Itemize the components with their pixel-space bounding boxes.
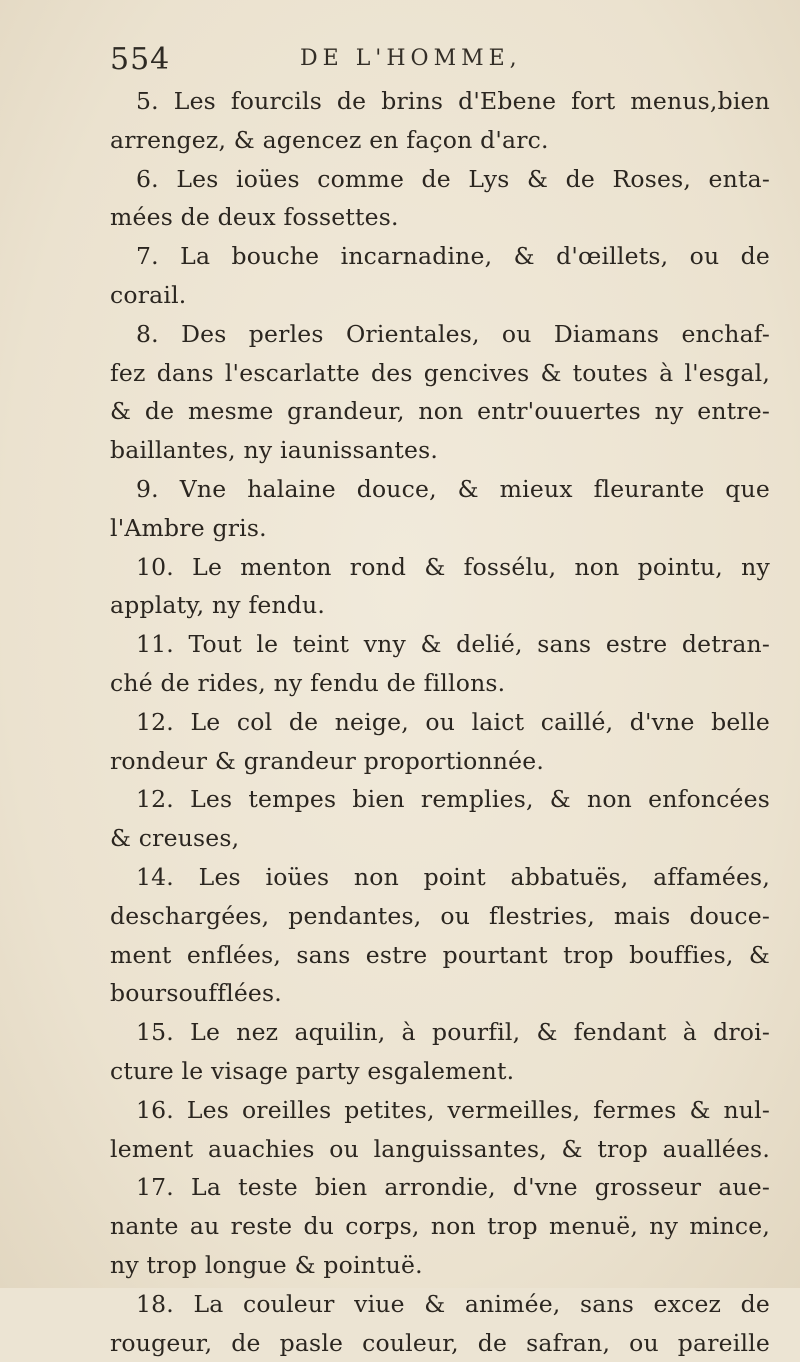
text-line: ny trop longue & pointuë. [110, 1246, 770, 1285]
page-number: 554 [110, 42, 170, 77]
text-line: cture le visage party esgalement. [110, 1052, 770, 1091]
running-head: DE L'HOMME, [300, 46, 522, 71]
text-line: 14. Les ioües non point abbatuës, affamées, [110, 858, 770, 897]
text-line: 18. La couleur viue & animée, sans excez de [110, 1285, 770, 1324]
text-line: mées de deux fossettes. [110, 198, 770, 237]
text-line: 17. La teste bien arrondie, d'vne grosseur aue- [110, 1168, 770, 1207]
text-line: rondeur & grandeur proportionnée. [110, 742, 770, 781]
text-line: arrengez, & agencez en façon d'arc. [110, 121, 770, 160]
text-line: 11. Tout le teint vny & delié, sans estre detran- [110, 625, 770, 664]
text-line: applaty, ny fendu. [110, 586, 770, 625]
page-header [110, 42, 730, 82]
text-line: 8. Des perles Orientales, ou Diamans enchaf- [110, 315, 770, 354]
body-text [110, 82, 770, 1362]
text-line: nante au reste du corps, non trop menuë, ny mince, [110, 1207, 770, 1246]
text-line: lement auachies ou languissantes, & trop auallées. [110, 1130, 770, 1169]
text-line: 15. Le nez aquilin, à pourfil, & fendant à droi- [110, 1013, 770, 1052]
text-line: ché de rides, ny fendu de fillons. [110, 664, 770, 703]
text-line: baillantes, ny iaunissantes. [110, 431, 770, 470]
text-line: deschargées, pendantes, ou flestries, mais douce- [110, 897, 770, 936]
text-line: ment enflées, sans estre pourtant trop bouffies, & [110, 936, 770, 975]
text-line: boursoufflées. [110, 974, 770, 1013]
text-line: corail. [110, 276, 770, 315]
text-line: 6. Les ioües comme de Lys & de Roses, enta- [110, 160, 770, 199]
text-line: l'Ambre gris. [110, 509, 770, 548]
text-line: & de mesme grandeur, non entr'ouuertes ny entre- [110, 392, 770, 431]
text-line: 7. La bouche incarnadine, & d'œillets, ou de [110, 237, 770, 276]
text-line: fez dans l'escarlatte des gencives & toutes à l'esgal, [110, 354, 770, 393]
text-line: 5. Les fourcils de brins d'Ebene fort menus,bien [110, 82, 770, 121]
text-line: 12. Le col de neige, ou laict caillé, d'vne belle [110, 703, 770, 742]
text-line: & creuses, [110, 819, 770, 858]
text-line: 12. Les tempes bien remplies, & non enfoncées [110, 780, 770, 819]
text-line: rougeur, de pasle couleur, de safran, ou pareille [110, 1324, 770, 1362]
text-line: 16. Les oreilles petites, vermeilles, fermes & nul- [110, 1091, 770, 1130]
text-line: 9. Vne halaine douce, & mieux fleurante que [110, 470, 770, 509]
text-line: 10. Le menton rond & fossélu, non pointu, ny [110, 548, 770, 587]
